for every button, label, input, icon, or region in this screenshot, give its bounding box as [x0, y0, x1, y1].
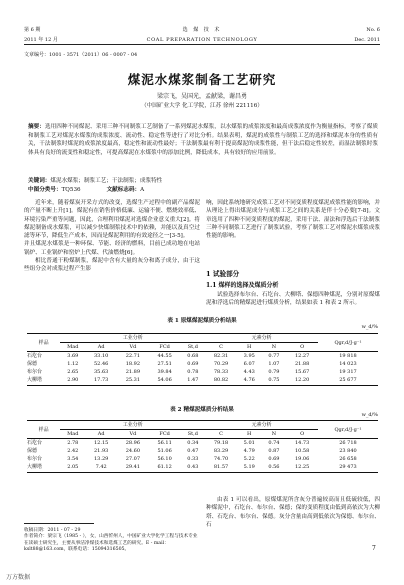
- right-paragraph-1: 响，因此系统地研究成浆工艺对不同变质程度煤泥成浆性能的影响，并从理论上得出煤泥成分与成浆工艺之间的关系是伴十分必要[7-8]。文章选用了四种不同变质程度的煤泥，采用干法、湿法和浮选后干法制浆三种不同制浆工艺进行了制浆试验，考察了制浆工艺对煤泥水煤浆成浆性能的影响。: [206, 200, 380, 239]
- table-row: [27, 439, 378, 448]
- watermark: 万方数据: [6, 574, 31, 581]
- table-cell: 0.47: [187, 448, 199, 455]
- table-cell: 82.31: [213, 353, 229, 360]
- table-cell: 1.47: [187, 377, 199, 384]
- table-cell: 29 473: [339, 464, 357, 471]
- footnote-rule: [24, 523, 94, 524]
- table-cell: 0.69: [268, 456, 280, 463]
- table1: [27, 333, 378, 386]
- table-cell: 12.15: [94, 440, 109, 447]
- clc-value: TQ536: [61, 187, 81, 193]
- table2-col: FCd: [159, 431, 170, 438]
- table-cell: 26 658: [339, 456, 357, 463]
- issue-right: No. 6: [366, 27, 380, 33]
- author-bio: 作者简介：梁宗飞（1985 - ），女，山西忻州人，中国矿业大学化学工程与技术专业在读硕士研究生，主要从事洁净煤技术和选煤工艺的研究。E - mail：kslt88@163.com，联系电话：15094316505。: [24, 534, 198, 552]
- table1-col: Mad: [67, 344, 79, 351]
- received-date: 收稿日期：2011 - 07 - 29: [24, 528, 81, 533]
- table-cell: 26 718: [339, 440, 357, 447]
- table-cell: 12.27: [294, 353, 310, 360]
- table2-group-ultimate: 元素分析: [205, 421, 318, 430]
- table-cell: 27.51: [157, 361, 172, 368]
- table-cell: 79.18: [213, 440, 229, 447]
- authors: 梁宗飞，吴国光，孟献梁，谢昌勇: [156, 93, 247, 100]
- table-cell: 0.79: [268, 369, 280, 376]
- table-cell: 83.29: [213, 448, 229, 455]
- issue-left: 第 6 期: [24, 27, 41, 33]
- table2-unit: w_d/%: [361, 412, 378, 418]
- date-left: 2011 年 12 月: [24, 37, 58, 43]
- table-cell: 0.69: [187, 361, 199, 368]
- table-row: [27, 360, 378, 368]
- table-cell: 21.88: [294, 361, 310, 368]
- table1-caption: 表 1 原煤煤泥煤质分析结果: [167, 318, 237, 324]
- page-number: 7: [372, 545, 376, 552]
- table-cell: 19 317: [339, 369, 357, 376]
- table-cell: 15.67: [294, 369, 310, 376]
- table-cell: 25.31: [125, 377, 141, 384]
- table-cell: 52.46: [94, 361, 109, 368]
- sample-name: 大柳塔: [27, 377, 43, 384]
- table-cell: 28.96: [125, 440, 141, 447]
- right-paragraph-3: 由表 1 可以看出，原煤煤泥所含灰分普遍较高而且低硫较低，四种煤泥中，石圪台、布尔台、保德；保的变质程度由低到高依次为大柳塔、石圪台、布尔台、保德。灰分含量由高到低依次为保德、布尔台、石: [206, 497, 380, 528]
- table-row: [27, 376, 378, 385]
- table-cell: 33.10: [94, 353, 109, 360]
- table-cell: 2.05: [67, 464, 79, 471]
- table-cell: 74.70: [213, 456, 229, 463]
- table1-unit: w_d/%: [361, 324, 378, 330]
- sample-name: 保德: [27, 448, 38, 455]
- table-cell: 18.92: [125, 361, 141, 368]
- table2-col: Vd: [129, 431, 137, 438]
- table2: [27, 420, 378, 473]
- abstract-text: 选用四种不同煤泥、采用三种不同制浆工艺制备了一系列煤泥水煤浆，以水煤浆的成浆浓度和最高成浆浓度作为衡量指标，考察了煤质和制浆工艺对煤泥水煤浆的成浆浓度、流动性、稳定性等进行了对比分析。结果表明，煤泥的成浆性与制浆工艺的选择和煤泥本身的性质有关，干法制浆时煤泥的成浆浓度最高，稳定性和流动性最好；干法制浆最有利于提高煤泥的成浆性能，但干法后稳定性较差，而湿法制浆时浆体具有良好的流变性和稳定性，可提高煤泥在水煤浆中的添加比例，降低成本，具有较好的应用前景。: [28, 124, 378, 156]
- table1-col: Vd: [129, 344, 137, 351]
- table-cell: 0.56: [268, 464, 280, 471]
- table1-col: N: [271, 344, 277, 351]
- table-cell: 61.12: [157, 464, 172, 471]
- table-cell: 12.20: [294, 377, 310, 384]
- table1-col: FCd: [159, 344, 170, 351]
- table-cell: 5.01: [243, 440, 255, 447]
- table-cell: 0.78: [187, 369, 199, 376]
- table1-col: C: [219, 344, 223, 351]
- header-rule: [24, 44, 380, 45]
- article-meta: 文章编号：1001 - 3571（2011）06 - 0007 - 04: [24, 52, 138, 58]
- table2-col: St,d: [187, 431, 198, 438]
- table-cell: 12.25: [294, 464, 310, 471]
- keywords: [28, 177, 378, 185]
- intro-text-2: 并且煤泥水煤浆是一种环保、节能、经济的燃料，目前已成功地在电站锅炉、工业锅炉和窑炉上代煤、代油燃烧[6]。: [24, 241, 200, 256]
- table-cell: 0.87: [268, 448, 280, 455]
- table2-col: O: [300, 431, 305, 438]
- right-paragraph-2: 试验选择布尔台、石圪台、大柳塔、保德四种煤泥，分别对原煤煤泥和浮选后的精煤泥进行煤质分析，结果如表 1 和表 2 所示。: [206, 292, 380, 307]
- table-cell: 13.29: [94, 456, 109, 463]
- table-row: [27, 447, 378, 455]
- table2-col: Mad: [67, 431, 79, 438]
- table-cell: 56.11: [157, 440, 172, 447]
- table-cell: 5.19: [243, 464, 255, 471]
- table-cell: 70.29: [213, 361, 229, 368]
- abstract: [28, 123, 378, 157]
- table-cell: 78.33: [213, 369, 229, 376]
- table1-col: H: [247, 344, 252, 351]
- table-cell: 21.89: [125, 369, 141, 376]
- table-cell: 21.93: [94, 448, 109, 455]
- classification: [28, 186, 378, 194]
- table-cell: 44.55: [157, 353, 172, 360]
- journal-en: COAL PREPARATION TECHNOLOGY: [146, 37, 258, 43]
- sample-name: 保德: [27, 361, 38, 368]
- table-cell: 0.77: [268, 353, 280, 360]
- table-cell: 24.60: [125, 448, 141, 455]
- table-cell: 54.06: [157, 377, 172, 384]
- table-cell: 1.07: [268, 361, 280, 368]
- table-cell: 19 818: [339, 353, 357, 360]
- journal-cn: 选 煤 技 术: [182, 27, 222, 33]
- table1-q-header: Qgr,d/J·g⁻¹: [334, 339, 362, 346]
- sample-name: 布尔台: [27, 456, 43, 463]
- table-cell: 1.12: [67, 361, 79, 368]
- table-cell: 25 677: [339, 377, 357, 384]
- table-cell: 0.43: [187, 464, 199, 471]
- affiliation: （中国矿业大学 化工学院，江苏 徐州 221116）: [141, 103, 263, 109]
- table-cell: 3.54: [67, 456, 79, 463]
- table1-col: St,d: [187, 344, 198, 351]
- table1-col: O: [300, 344, 305, 351]
- table-cell: 80.82: [213, 377, 229, 384]
- abstract-label: 摘要：: [28, 124, 45, 130]
- section-1-heading: 1 试验部分: [206, 270, 240, 278]
- table1-group-ultimate: 元素分析: [205, 334, 318, 343]
- footnote: [24, 528, 202, 553]
- table-cell: 56.10: [157, 456, 172, 463]
- table2-col: N: [271, 431, 277, 438]
- table-row: [27, 368, 378, 376]
- table-cell: 29.41: [125, 464, 141, 471]
- table2-col: Ad: [97, 431, 105, 438]
- table-cell: 7.42: [95, 464, 107, 471]
- intro-text-1: 近年来，随着煤炭开采方式的改变，选煤生产过程中的副产品煤泥的产量不断上升[1]。煤泥有在销售价格低廉、运输不便、燃烧效率低、环境污染严重等问题，因此，合理利用煤泥对选煤企业意义重大[2]。将煤泥制备成水煤浆，可以减少快煤制浆技术中的依赖，并能以及真空过滤等环节，降低生产成本，因而是煤泥利用的有效途径之一[3-5]。: [24, 200, 200, 239]
- intro-text-3: 相比普通干粉煤制浆，煤泥中含有大量的灰分和离子成分，由于这些组分会对成浆过程产生影: [24, 257, 200, 272]
- table-cell: 35.63: [94, 369, 109, 376]
- table1-group-proximate: 工业分析: [60, 334, 205, 343]
- table1-col: Ad: [97, 344, 105, 351]
- doc-code-label: 文献标志码：: [106, 187, 141, 193]
- table-cell: 51.06: [157, 448, 172, 455]
- doc-code-value: A: [140, 187, 145, 193]
- keywords-text: 煤泥水煤浆；制浆工艺；干法制浆；成浆特性: [50, 178, 163, 184]
- table-cell: 4.43: [243, 369, 255, 376]
- table-cell: 81.57: [213, 464, 229, 471]
- table-cell: 6.07: [243, 361, 255, 368]
- table-cell: 23 840: [339, 448, 357, 455]
- table-cell: 10.58: [294, 448, 310, 455]
- table-cell: 22.71: [125, 353, 141, 360]
- table-cell: 4.76: [243, 377, 255, 384]
- table2-group-proximate: 工业分析: [60, 421, 205, 430]
- clc-label: 中图分类号：: [28, 187, 62, 193]
- table-cell: 4.79: [243, 448, 255, 455]
- table1-sample-header: 样品: [38, 339, 49, 346]
- table-cell: 0.34: [187, 440, 199, 447]
- article-title: 煤泥水煤浆制备工艺研究: [127, 72, 277, 87]
- sample-name: 大柳塔: [27, 464, 43, 471]
- keywords-label: 关键词：: [28, 178, 51, 184]
- table2-q-header: Qgr,d/J·g⁻¹: [334, 426, 362, 433]
- table-cell: 27.07: [125, 456, 141, 463]
- table-cell: 39.84: [157, 369, 172, 376]
- table-cell: 2.90: [67, 377, 79, 384]
- subsection-1-1-heading: 1.1 煤样的选择及煤质分析: [206, 282, 279, 289]
- sample-name: 石圪台: [27, 353, 43, 360]
- table2-col: H: [247, 431, 252, 438]
- table-row: [27, 463, 378, 472]
- table-cell: 3.69: [67, 353, 79, 360]
- table-cell: 14 023: [339, 361, 357, 368]
- table-cell: 0.33: [187, 456, 199, 463]
- sample-name: 布尔台: [27, 369, 43, 376]
- table-row: [27, 352, 378, 361]
- table2-sample-header: 样品: [38, 426, 49, 433]
- table-cell: 0.68: [187, 353, 199, 360]
- table-row: [27, 455, 378, 463]
- table-cell: 2.78: [67, 440, 79, 447]
- table-cell: 2.42: [67, 448, 79, 455]
- table2-col: C: [219, 431, 223, 438]
- table-cell: 17.73: [94, 377, 109, 384]
- table-cell: 0.74: [268, 440, 280, 447]
- table-cell: 5.22: [243, 456, 255, 463]
- table-cell: 14.73: [294, 440, 310, 447]
- table-cell: 0.75: [268, 377, 280, 384]
- table-cell: 2.65: [67, 369, 79, 376]
- date-right: Dec. 2011: [354, 37, 380, 43]
- sample-name: 石圪台: [27, 440, 43, 447]
- table-cell: 19.06: [294, 456, 310, 463]
- table2-caption: 表 2 精煤泥煤质分析结果: [170, 407, 234, 413]
- intro-paragraph-1: [24, 199, 200, 315]
- table-cell: 3.95: [243, 353, 255, 360]
